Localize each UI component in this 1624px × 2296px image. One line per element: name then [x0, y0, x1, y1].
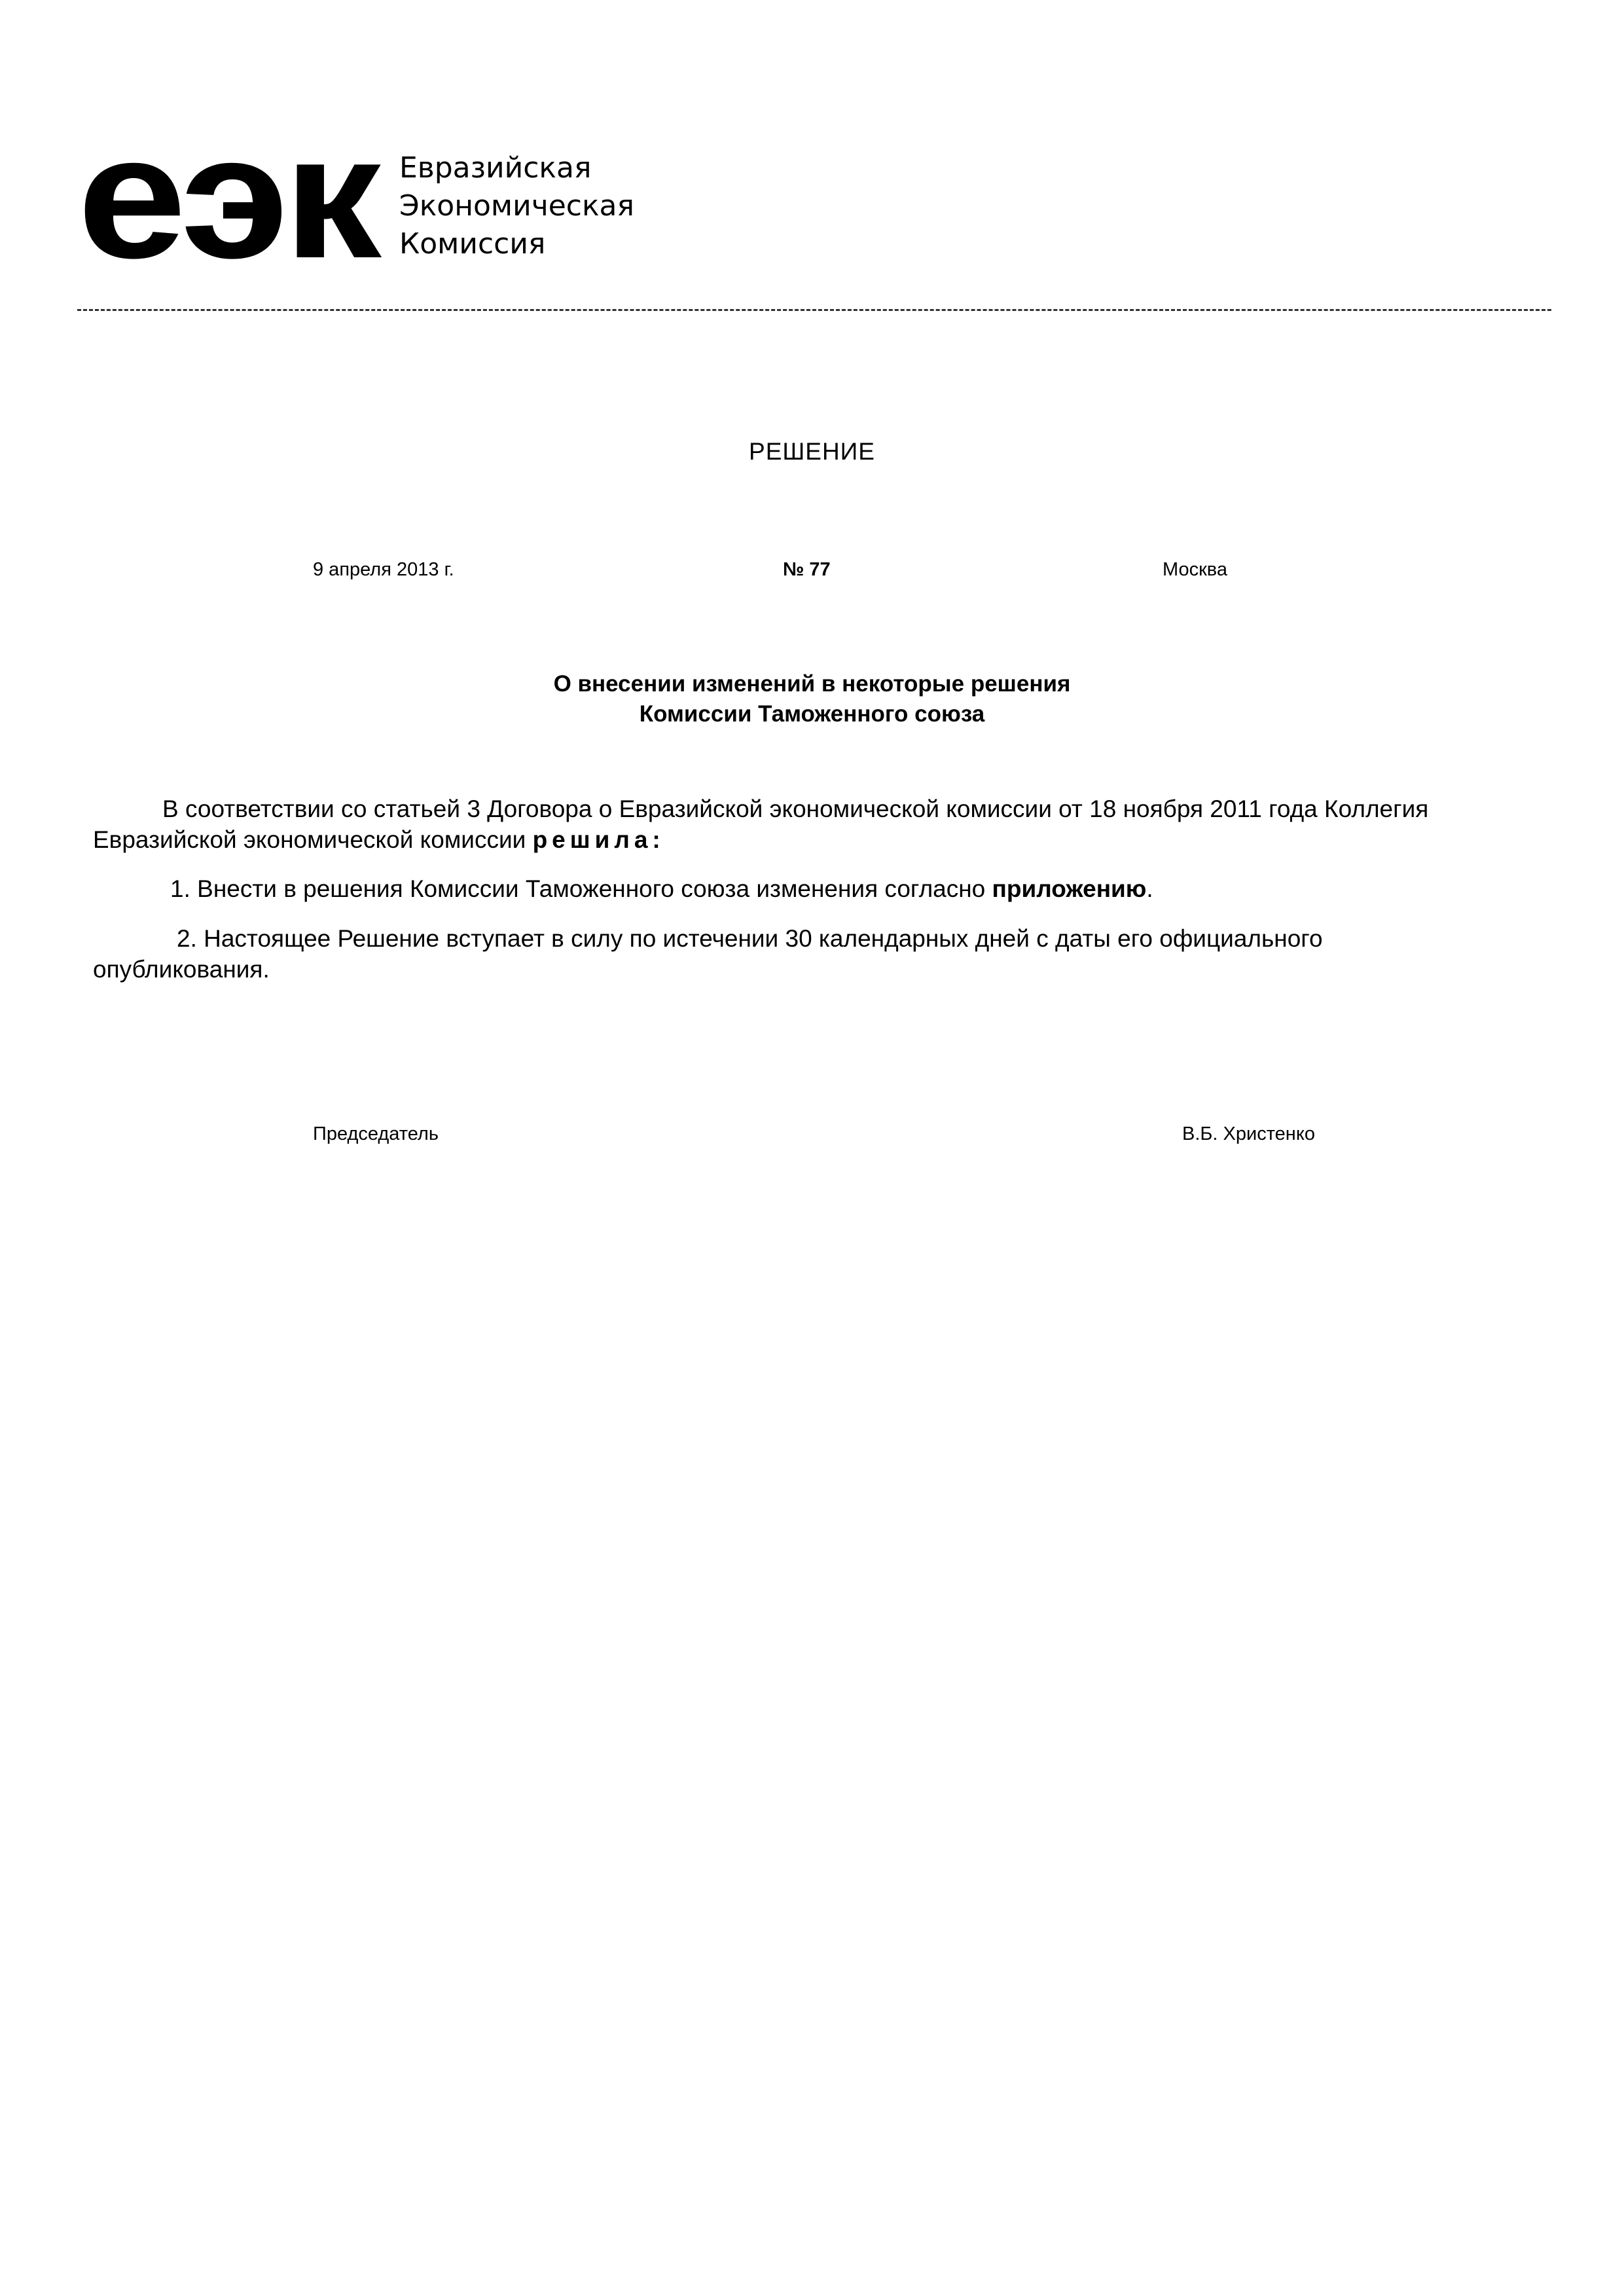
subject-line-2: Комиссии Таможенного союза: [639, 701, 985, 727]
appendix-reference: приложению: [992, 875, 1147, 902]
paragraph-item-1: [93, 873, 1504, 904]
logo-line-3: Комиссия: [399, 227, 546, 261]
preamble-text: В соответствии со статьей 3 Договора о Евразийской экономической комиссии от 18 ноября 2011 года Коллегия Евразийской экономической комиссии: [93, 795, 1429, 853]
logo-letters: еэк: [77, 98, 376, 295]
item-1-end: .: [1146, 875, 1153, 902]
document-date: 9 апреля 2013 г.: [313, 559, 454, 580]
paragraph-item-2: 2. Настоящее Решение вступает в силу по истечении 30 календарных дней с даты его официального опубликования.: [93, 925, 1323, 983]
signature-position: Председатель: [313, 1123, 439, 1144]
header-divider: [77, 309, 1551, 311]
logo-line-2: Экономическая: [399, 189, 634, 223]
document-city: Москва: [1163, 559, 1228, 580]
item-1-text: 1. Внести в решения Комиссии Таможенного союза изменения согласно: [170, 875, 992, 902]
paragraph-preamble: [93, 793, 1504, 855]
document-title: РЕШЕНИЕ: [749, 438, 875, 465]
logo-line-1: Евразийская: [399, 151, 592, 185]
signature-name: В.Б. Христенко: [1182, 1123, 1315, 1144]
subject-line-1: О внесении изменений в некоторые решения: [553, 671, 1071, 697]
document-subject: [0, 669, 1624, 729]
preamble-emphasis: решила:: [532, 826, 665, 853]
logo-text: [399, 149, 634, 263]
logo: [77, 98, 376, 295]
document-number: № 77: [783, 559, 831, 580]
